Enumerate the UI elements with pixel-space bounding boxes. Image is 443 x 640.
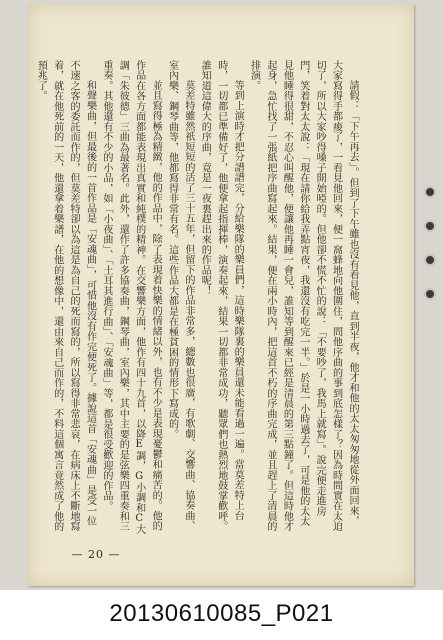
vertical-text-block [35,60,360,535]
image-caption: 20130610085_P021 [109,600,334,627]
binding-hole [426,256,434,264]
paragraph: 等到上演時才把分譜譜完，分給樂隊的樂員們，這時樂隊裏的樂員還未能看過一遍。當莫差特上台時，一切都已準備好了，他便拿起指揮棒，演奏起來，結果一切都非常成功，聽眾們也熱烈地鼓掌歡呼。誰知道這偉大的序曲，竟是一夜裏趕出來的作品呢！ [199,60,244,532]
binding-hole [426,188,434,196]
page-number: — 20 — [71,548,121,561]
paragraph: 莫差特雖然祇短短的活了三十五年，但留下的作品非常多，總數也很廣，有歌劇、交響曲、協奏曲、室內樂、鋼琴曲等，他都寫得非常有名。這些作品大都是在極貧困的情形下寫成的。 [166,60,194,532]
paragraph: 和聲樂曲，但最後的一首作品是「安魂曲」，可惜他沒有作完便死了。據說這首「安魂曲」是受一位不速之客的委託而作的，但莫差特卻以為這是為自己的死而寫的，所以寫得非常悲哀，在病床上不斷地寫着，就在他死前的一天，他還拿着樂譜，在他的想像中，還由來自己而作的，不料這個寓言竟然成了他的預兆了。 [35,60,96,532]
binding-hole [426,222,434,230]
binding-hole [426,290,434,298]
paragraph: 請假：「下午再去」。但到了下午雖也沒有看見他，直到半夜，他才和他的太太匆匆地從外面回來，大家寫得手都痠了，一看見他回來，便一窩蜂地向他圍住，問他序曲的事到底怎樣了？因為時間實在太迫切了，所以大家吵得嗓子開始啞的。但他卻不慌不忙的說：「不要吵了，我馬上就寫」。說完便走進房門，笑着對太太說：「現在請你給我弄點宵夜，我還沒有吃完一半。」於是一小時過去了，可是他的太太見他睡得很甜，不忍心叫醒他，便讓他再睡一會兒，誰知等到醒來已經是清晨的第三點鐘了。但這時他才起身，急忙找了一張紙把序曲寫起來。結果，便在兩小時內，把這首不朽的序曲完成，並且趕上了清晨的排演。 [248,60,358,532]
paragraph: 並且寫得極為精緻，他的作品中，除了表現着快樂的情緒以外，也有不少是表現憂鬱和痛苦的。他的作品在各方面都能表現出真實和純樸的精神。在交響樂方面，他作有四十九首，以降E調，G小調和C大調「朱彼德」三曲為最著名。此外，還作了許多協奏曲，鋼琴曲，室內樂，其中主要的是弦樂四重奏和三重奏。其他還有不少的小品，如「小夜曲」、「土耳其進行曲」、「安魂曲」等，都是很受歡迎的作品。 [100,60,162,535]
